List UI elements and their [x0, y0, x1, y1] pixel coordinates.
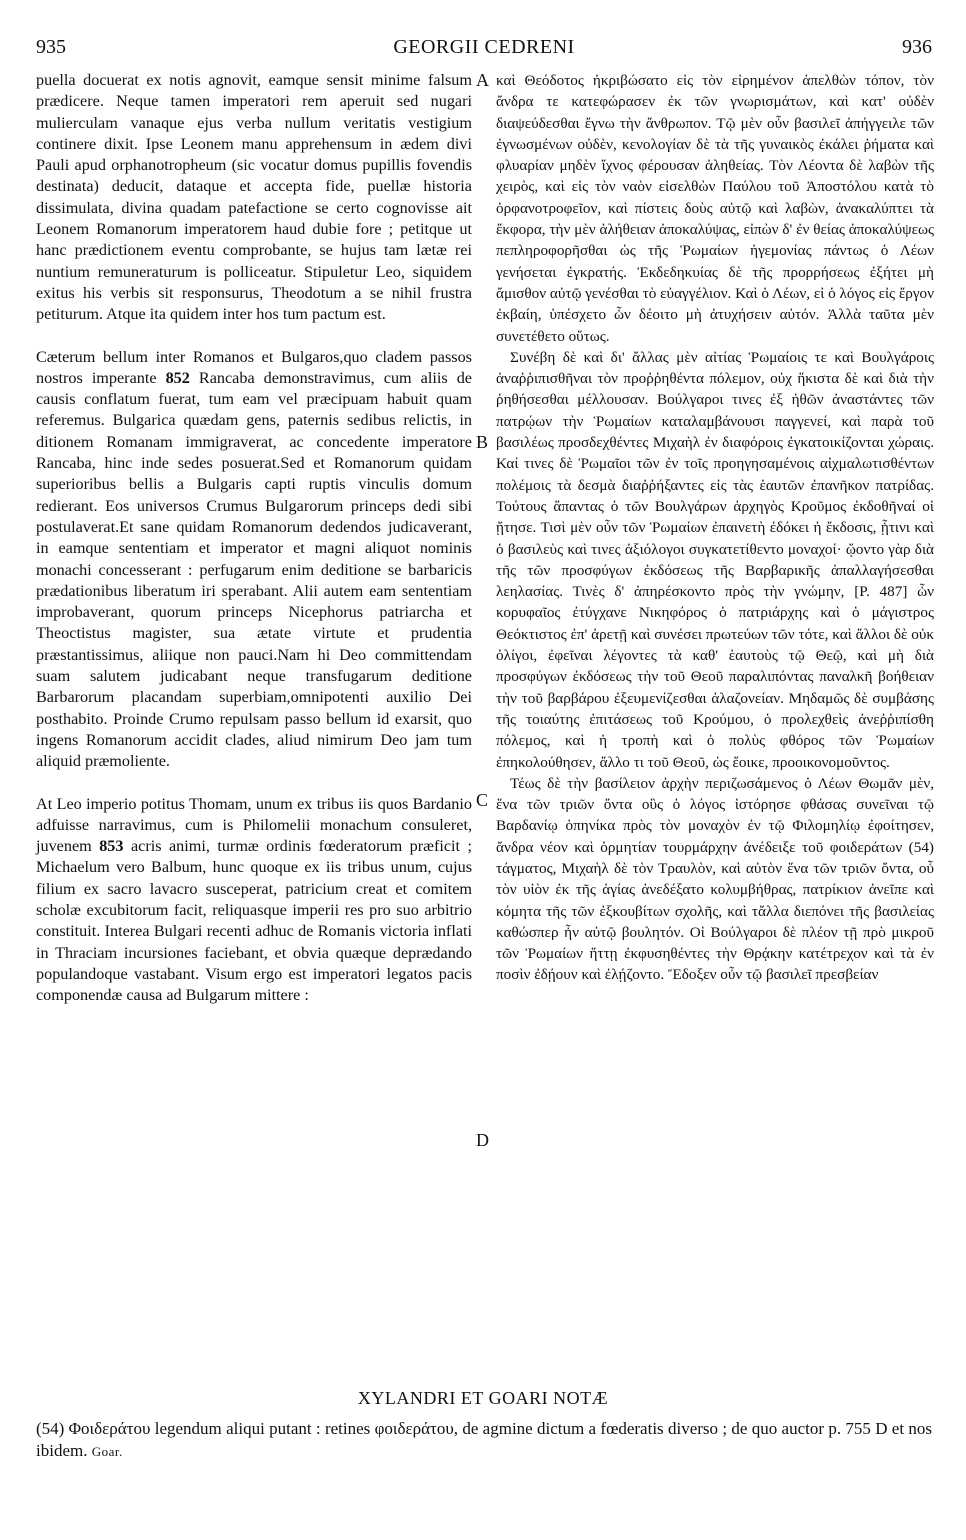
latin-paragraph: puella docuerat ex notis agnovit, eamque sensit minime falsum prædicere. Neque tamen imperatori rem aperuit sed nugari mulierculam vanaque ejus verba nullum veritatis vestigium continere dixit. Ipse Leonem manu apprehensum in ædem divi Pauli apud orphanotropheum (sic vocatur domus pupillis fovendis destinata) deducit, dataque et accepta fide, puellæ historia dissimulata, divina quadam patefactione se certo cognovisse ait Leonem Romanorum imperatorem haud dubie fore ; petitque ut hanc prædictionem eventu comprobante, se hujus tam lætæ rei nuntium remuneraturum is polliceatur. Stipuletur Leo, siquidem exitus his verbis sit responsurus, Theodotum a se nihil frustra petiturum. Atque ita quidem inter hos tum pactum est.: [36, 71, 472, 324]
greek-paragraph: Συνέβη δὲ καὶ δι' ἄλλας μὲν αἰτίας Ῥωμαίοις τε καὶ Βουλγάροις ἀναῤῥιπισθῆναι τὸν προῤῥηθέντα πόλεμον, οὐχ ἥκιστα δὲ καὶ διὰ τὴν ῥηθήσεσθαι μέλλουσαν. Βούλγαροι τινες ἐξ ἠθῶν ἀναστάντες τῶν πατρῴων τὴν Ῥωμαίων καταλαμβάνουσι παγγενεί, καὶ παρὰ τοῦ βασιλέως προσδεχθέντες Μιχαὴλ ἐν διαφόροις ἐγκατοικίζονται χώραις. Καί τινες δὲ Ῥωμαῖοι τῶν ἐν τοῖς προηγησαμένοις αἰχμαλωτισθέντων πολέμοις τὰ δεσμὰ διαῤῥήξαντες εἰς τὰς ἑαυτῶν ἐπανῆκον πατρίδας. Τούτους ἅπαντας ὁ τῶν Βουλγάρων ἀρχηγὸς Κροῦμος ἐκδοθῆναί οἱ ᾔτησε. Τισὶ μὲν οὖν τῶν Ῥωμαίων ἐπαινετὴ ἐδόκει ἡ ἔκδοσις, ᾗτινι καὶ ὁ βασιλεὺς καὶ τινες ἀξιόλογοι συγκατετίθεντο μοναχοί· ᾤοντο γὰρ διὰ τῆς τῶν προσφύγων ἐκδόσεως τῆς Βαρβαρικῆς ἀπαλλαγήσεσθαι λεηλασίας. Τινὲς δ' ἀπηρέσκοντο πρὸς τὴν γνώμην, [P. 487] ὧν κορυφαῖος ἐτύγχανε Νικηφόρος ὁ πατριάρχης καὶ ὁ μάγιστρος Θεόκτιστος ἐπ' ἀρετῇ καὶ συνέσει πρωτεύων τῶν τότε, καὶ ἄλλοι δὲ οὐκ ὀλίγοι, ἐφεῖναι λέγοντες τὰ καθ' ἑαυτοὺς τῷ Θεῷ, καὶ μὴ διὰ προσφύγων ἐκδόσεως τὴν τοῦ Θεοῦ παραλιπόντας παναλκῆ βοήθειαν τὴν τοῦ βαρβάρου ἐξευμενίζεσθαι ἀλαζονείαν. Μηδαμῶς δὲ συμβάσης τῆς τοιαύτης ἐπιτάσεως τοῦ Κρούμου, ὁ προλεχθεὶς ἀνεῤῥιπίσθη πόλεμος, καὶ ἡ τροπὴ καὶ ὁ πολὺς φθόρος τῶν Ῥωμαίων ἐπηκολούθησεν, ἄλλο τι τοῦ Θεοῦ, ὡς ἔοικε, προοικονομοῦντος.: [496, 348, 934, 771]
greek-column: [496, 70, 934, 986]
page-number-left: 935: [36, 36, 66, 58]
latin-paragraph: [36, 347, 472, 773]
latin-text: acris animi, turmæ ordinis fœderatorum præficit ; Michaelum vero Balbum, hunc quoque ex iis tribus unum, cujus filium ex sacro lavacro susceperat, patricium creat et comitem scholæ excubitorum facit, reliquasque imperii res pro suo arbitrio constituit. Interea Bulgari recenti adhuc de Romanis victoria inflati in Thraciam incursiones faciebant, et obvia quæque deprædando populandoque vastabant. Visum ergo est imperatori legatos pacis componendæ causa ad Bulgarum mittere :: [36, 837, 472, 1005]
running-title: GEORGII CEDRENI: [393, 36, 575, 58]
latin-column: [36, 70, 472, 1006]
latin-paragraph: [36, 794, 472, 1007]
latin-text: At Leo imperio potitus Thomam, unum ex tribus iis quos Bardanio adfuisse narravimus, cum is Philomelii monachum consuleret, juvenem: [36, 794, 472, 856]
marginal-number: 853: [99, 837, 124, 856]
footnote-text: (54) Φοιδεράτου legendum aliqui putant : retines φοιδεράτου, de agmine dictum a fœderatis diverso ; de quo auctor p. 755 D et nos ibidem.: [36, 1419, 932, 1460]
footnote-signature: Goar.: [91, 1444, 123, 1459]
margin-letter-a: A: [476, 70, 489, 90]
margin-letter-c: C: [476, 790, 489, 810]
latin-text: Cæterum bellum inter Romanos et Bulgaros,quo cladem passos nostros imperante: [36, 347, 472, 387]
footnote: [36, 1418, 932, 1463]
latin-text: Rancaba demonstravimus, cum aliis de causis conflatum fuerat, tum eam vel præcipuam habuit quam referemus. Bulgarica quædam gens, paternis sedibus relictis, in ditionem Romanam immigraverat, ac concedente imperatore Rancaba, hinc inde sedes posuerat.Sed et Romanorum quidam superioribus bellis a Bulgaris capti ruptis vinculis domum redierant. Eos universos Crumus Bulgarorum princeps dedi sibi postulaverat.Et sane quidam Romanorum dedendos judicaverant, in eamque sententiam et imperator et magni aliquot nominis monachi concesserant : perfugarum enim deditione se barbaricis prædationibus liberatum iri sperabant. Alii autem eam sententiam improbaverant, quorum princeps Nicephorus patriarcha et Theoctistus magister, sua ætate virtute et prudentia præstantissimus, aliique non pauci.Nam hi Deo committendam suam salutem judicabant neque transfugarum deditione Barbarorum placandam superbiam,omnipotenti auxilio Dei posthabito. Proinde Crumo repulsam passo bellum id exarsit, quo ingens Romanorum accidit clades, aliud nimirum Deo jam tum aliquid præmoliente.: [36, 368, 472, 771]
greek-paragraph: καὶ Θεόδοτος ἠκριβώσατο εἰς τὸν εἰρημένον ἀπελθὼν τόπον, τὸν ἄνδρα τε κατεφώρασεν ἐκ τῶν γνωρισμάτων, καὶ κατ' οὐδὲν διαψεύδεσθαι ἔγνω τὴν ἄνθρωπον. Τῷ μὲν οὖν βασιλεῖ ἀπήγγειλε τῶν ἐγνωσμένων οὐδὲν, κενολογίαν δὲ τὰ τῆς γυναικὸς ἐκάλει ῥήματα καὶ φλυαρίαν μηδὲν ἴχνος φέρουσαν ἀληθείας. Τὸν Λέοντα δὲ λαβὼν τῆς χειρὸς, καὶ εἰς τὸν ναὸν εἰσελθὼν Παύλου τοῦ Ἀποστόλου κατὰ τὸ ὀρφανοτροφεῖον, καὶ πίστεις δοὺς αὐτῷ καὶ λαβὼν, ἀνακαλύπτει τὰ ἔκφορα, τὴν μὲν ἀλήθειαν ἀποκαλύψας, εἰπὼν δ' ἐν θείας ἀποκαλύψεως πεπληροφορῆσθαι ὡς τῆς Ῥωμαίων ἡγεμονίας πάντως ὁ Λέων γενήσεται ἐγκρατής. Ἐκδεδηκυίας δὲ τῆς προρρήσεως ἐξήτει μὴ ἄμισθον αὐτῷ γενέσθαι τὸ εὐαγγέλιον. Καὶ ὁ Λέων, εἰ ὁ λόγος εἰς ἔργον ἐκβαίη, ὑπέσχετο ὧν δέοιτο μὴ ἀτυχήσειν αὐτόν. Ἀλλὰ ταῦτα μὲν συνετέθετο οὕτως.: [496, 72, 934, 345]
page-number-right: 936: [902, 36, 932, 58]
marginal-number: 852: [165, 368, 190, 387]
margin-letter-d: D: [476, 1130, 489, 1150]
running-header: [36, 36, 932, 62]
notes-heading: XYLANDRI ET GOARI NOTÆ: [357, 1388, 609, 1408]
greek-paragraph: Τέως δὲ τὴν βασίλειον ἀρχὴν περιζωσάμενος ὁ Λέων Θωμᾶν μὲν, ἕνα τῶν τριῶν ὄντα οὓς ὁ λόγος ἱστόρησε φθάσας συνεῖναι τῷ Βαρδανίῳ ὁπηνίκα πρὸς τὸν μοναχὸν ἐν τῷ Φιλομηλίῳ ἐφοίτησεν, ἄνδρα νέον καὶ ὁρμητίαν τουρμάρχην ἀνέδειξε τοῦ φοιδεράτων (54) τάγματος, Μιχαὴλ δὲ τὸν Τραυλὸν, καὶ αὐτὸν ἕνα τῶν τριῶν ὄντα, οὗ τὸν υἱὸν ἐκ τῆς ἁγίας ἀνεδέξατο κολυμβήθρας, πατρίκιον ἀνεῖπε καὶ κόμητα τῆς τῶν ἐξκουβίτων σχολῆς, καὶ τἄλλα διεπόνει τῆς βασιλείας καθώσπερ ἦν αὐτῷ βουλητόν. Οἱ Βούλγαροι δὲ πλέον τῇ πρὸ μικροῦ τῶν Ῥωμαίων ἥττῃ ἐκφυσηθέντες τὴν Θρᾴκην κατέτρεχον καὶ τὰ ἐν ποσὶν ἐδῄουν καὶ ἐλῄζοντο. Ἔδοξεν οὖν τῷ βασιλεῖ πρεσβείαν: [496, 774, 934, 984]
margin-letter-b: B: [476, 432, 489, 452]
